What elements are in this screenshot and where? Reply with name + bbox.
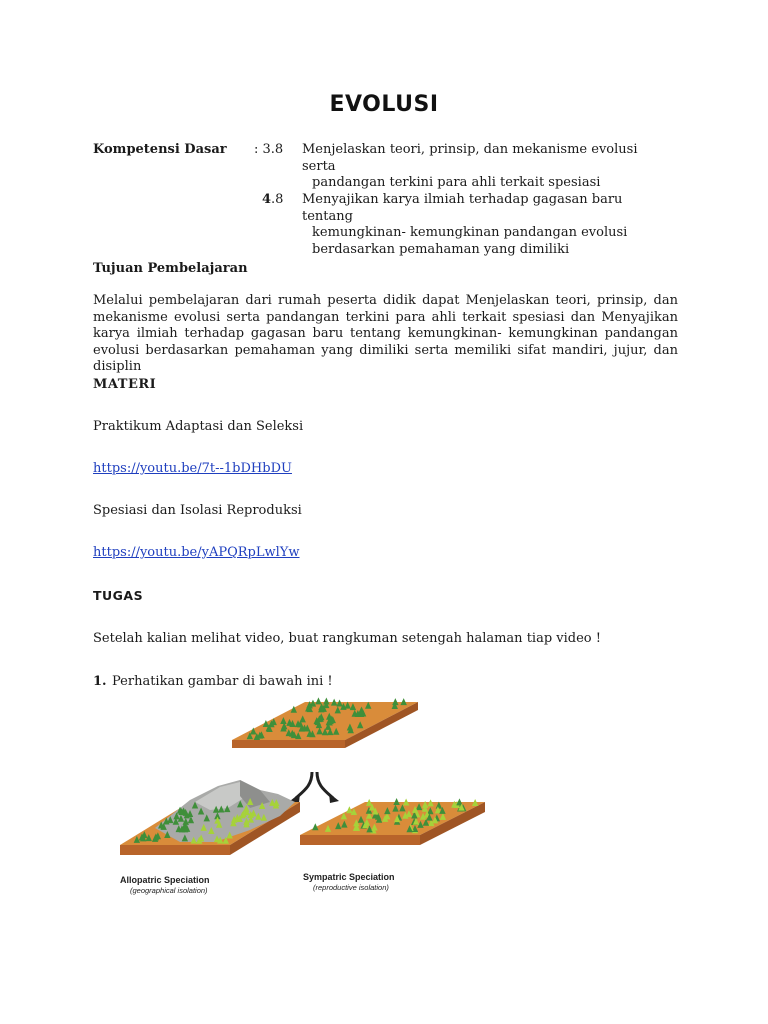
allopatric-plot	[120, 780, 300, 855]
page-title: EVOLUSI	[329, 92, 439, 117]
caption-sympatric: Sympatric Speciation	[303, 872, 395, 882]
video-link-2[interactable]: https://youtu.be/yAPQRpLwlYw	[93, 545, 300, 560]
tree-icon	[400, 698, 406, 705]
kd2-line2: kemungkinan- kemungkinan pandangan evolusi	[312, 225, 628, 240]
tree-icon	[393, 798, 399, 805]
caption-sympatric-sub: (reproductive isolation)	[313, 883, 389, 892]
video-link-1[interactable]: https://youtu.be/7t--1bDHbDU	[93, 461, 292, 476]
caption-allopatric: Allopatric Speciation	[120, 875, 210, 885]
kd2-number-rest: .8	[271, 192, 284, 207]
kd1-line2: pandangan terkini para ahli terkait spesiasi	[312, 175, 601, 190]
kd2-text	[302, 192, 662, 258]
kd1-line1: Menjelaskan teori, prinsip, dan mekanisme evolusi serta	[302, 142, 638, 174]
question-text: Perhatikan gambar di bawah ini !	[112, 674, 333, 689]
tree-icon	[315, 697, 321, 704]
kd2-number	[262, 192, 283, 209]
tujuan-heading: Tujuan Pembelajaran	[93, 261, 248, 276]
tujuan-paragraph: Melalui pembelajaran dari rumah peserta didik dapat Menjelaskan teori, prinsip, dan mekanisme evolusi serta pandangan terkini para ahli terkait spesiasi dan Menyajikan karya ilmiah terhadap gagasan baru tentang kemungkinan- kemungkinan pandangan evolusi berdasarkan pemahaman yang dimiliki serta memiliki sifat mandiri, jujur, dan disiplin	[93, 293, 678, 374]
question-number: 1.	[93, 674, 107, 689]
tugas-instruction: Setelah kalian melihat video, buat rangkuman setengah halaman tiap video !	[93, 631, 601, 646]
materi-item-1: Praktikum Adaptasi dan Seleksi	[93, 419, 304, 434]
kompetensi-label: Kompetensi Dasar	[93, 142, 227, 157]
kd1-text	[302, 142, 662, 192]
split-arrows-icon	[296, 772, 333, 798]
tugas-heading: TUGAS	[93, 588, 144, 603]
caption-allopatric-sub: (geographical isolation)	[130, 886, 208, 895]
speciation-figure	[100, 690, 520, 905]
materi-heading: MATERI	[93, 377, 157, 392]
sympatric-plot	[300, 798, 485, 845]
kd1-number: : 3.8	[254, 142, 284, 157]
kd2-number-bold: 4	[262, 192, 272, 207]
ancestral-population-plot	[232, 697, 418, 748]
kd2-line3: berdasarkan pemahaman yang dimiliki	[312, 241, 570, 257]
materi-item-2: Spesiasi dan Isolasi Reproduksi	[93, 503, 302, 518]
kd2-line1: Menyajikan karya ilmiah terhadap gagasan baru tentang	[302, 192, 623, 224]
tree-icon	[403, 798, 409, 805]
